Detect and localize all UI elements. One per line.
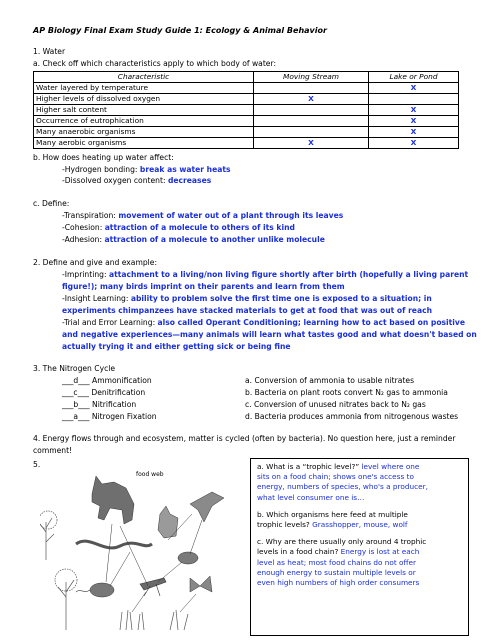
q2-imprinting-cont: figure!); many birds imprint on their parents and learn from them bbox=[62, 282, 345, 291]
answer: level as heat; most food chains do not offer bbox=[257, 557, 417, 567]
table-row bbox=[34, 127, 459, 138]
q1-heading: 1. Water bbox=[33, 47, 66, 56]
table-cell: Higher salt content bbox=[34, 105, 254, 116]
q5-a bbox=[257, 462, 462, 503]
table-row bbox=[34, 116, 459, 127]
page-title: AP Biology Final Exam Study Guide 1: Ecology & Animal Behavior bbox=[33, 26, 327, 35]
table-row bbox=[34, 83, 459, 94]
label: -Trial and Error Learning: bbox=[62, 318, 156, 327]
q1-b1 bbox=[62, 165, 231, 175]
label: -Dissolved oxygen content: bbox=[62, 176, 166, 185]
q4-line: 4. Energy flows through and ecosystem, matter is cycled (often by bacteria). No question here, just a reminder bbox=[33, 434, 456, 443]
answer: attraction of a molecule to another unlike molecule bbox=[104, 235, 325, 244]
q5-b bbox=[257, 510, 462, 530]
question: a. What is a “trophic level?” bbox=[257, 462, 360, 471]
q2-insight bbox=[62, 294, 432, 304]
table-cell: Many aerobic organisms bbox=[34, 138, 254, 149]
q3-heading: 3. The Nitrogen Cycle bbox=[33, 364, 116, 373]
deer-icon bbox=[158, 506, 178, 538]
q1-c2 bbox=[62, 223, 295, 233]
q2-trial-error bbox=[62, 318, 465, 328]
label: -Cohesion: bbox=[62, 223, 103, 232]
answer: ability to problem solve the first time one is exposed to a situation; in bbox=[130, 294, 432, 303]
grasshopper-icon bbox=[140, 578, 166, 596]
table-cell: X bbox=[369, 138, 459, 149]
q1-a-prompt: a. Check off which characteristics apply to which body of water: bbox=[33, 59, 277, 68]
tree-icon bbox=[55, 569, 77, 630]
table-cell: Many anaerobic organisms bbox=[34, 127, 254, 138]
hawk-icon bbox=[190, 492, 224, 522]
table-row bbox=[34, 94, 459, 105]
q3-right-item: b. Bacteria on plant roots convert N₂ gas to ammonia bbox=[245, 388, 448, 397]
answer: level where one bbox=[361, 462, 420, 471]
q3-right-item: d. Bacteria produces ammonia from nitrogenous wastes bbox=[245, 412, 459, 421]
answer: attraction of a molecule to others of its kind bbox=[104, 223, 295, 232]
q1-c3 bbox=[62, 235, 325, 245]
table-cell: X bbox=[369, 127, 459, 138]
q3-right-item: c. Conversion of unused nitrates back to N₂ gas bbox=[245, 400, 426, 409]
q5-number: 5. bbox=[33, 460, 41, 469]
q3-right-item: a. Conversion of ammonia to usable nitrates bbox=[245, 376, 415, 385]
table-cell bbox=[254, 83, 369, 94]
table-cell: X bbox=[254, 94, 369, 105]
answer: decreases bbox=[167, 176, 212, 185]
q2-trial-error-cont: and negative experiences—many animals will learn what tastes good and what doesn't based on bbox=[62, 330, 477, 339]
answer: attachment to a living/non living figure shortly after birth (hopefully a living parent bbox=[108, 270, 469, 279]
q3-left-item: ___c___ Denitrification bbox=[62, 388, 146, 397]
table-row bbox=[34, 105, 459, 116]
table-header: Moving Stream bbox=[254, 72, 369, 83]
table-cell bbox=[254, 105, 369, 116]
answer: also called Operant Conditioning; learning how to act based on positive bbox=[157, 318, 465, 327]
q3-left-item: ___a___ Nitrogen Fixation bbox=[62, 412, 157, 421]
answer: Energy is lost at each bbox=[340, 547, 420, 557]
answer: sits on a food chain; shows one's access to bbox=[257, 472, 414, 482]
table-header: Lake or Pond bbox=[369, 72, 459, 83]
table-row bbox=[34, 138, 459, 149]
answer: even high numbers of high order consumers bbox=[257, 578, 420, 588]
table-header: Characteristic bbox=[34, 72, 254, 83]
table-cell: Higher levels of dissolved oxygen bbox=[34, 94, 254, 105]
q1-b-prompt: b. How does heating up water affect: bbox=[33, 153, 174, 162]
question: c. Why are there usually only around 4 trophic bbox=[257, 537, 427, 547]
q2-heading: 2. Define and give and example: bbox=[33, 258, 158, 267]
q1-b2 bbox=[62, 176, 211, 186]
table-cell bbox=[369, 94, 459, 105]
answer: Grasshopper, mouse, wolf bbox=[312, 520, 408, 530]
q5-answer-box bbox=[250, 458, 469, 636]
label: -Adhesion: bbox=[62, 235, 103, 244]
label: -Imprinting: bbox=[62, 270, 107, 279]
q1-c-prompt: c. Define: bbox=[33, 199, 70, 208]
water-table bbox=[33, 71, 459, 149]
q2-trial-error-cont: actually trying it and either getting sick or being fine bbox=[62, 342, 291, 351]
q4-line: comment! bbox=[33, 446, 73, 455]
table-cell: X bbox=[369, 83, 459, 94]
table-cell bbox=[254, 127, 369, 138]
table-cell bbox=[254, 116, 369, 127]
food-web-illustration bbox=[40, 462, 242, 632]
label: -Insight Learning: bbox=[62, 294, 129, 303]
question: trophic levels? bbox=[257, 520, 310, 530]
butterfly-icon bbox=[190, 576, 212, 592]
label: -Hydrogen bonding: bbox=[62, 165, 138, 174]
mouse-icon bbox=[76, 583, 114, 597]
frog-icon bbox=[178, 552, 198, 564]
table-cell: Water layered by temperature bbox=[34, 83, 254, 94]
q5-c bbox=[257, 537, 462, 588]
table-header-row bbox=[34, 72, 459, 83]
question: b. Which organisms here feed at multiple bbox=[257, 509, 408, 519]
q3-left-item: ___b___ Nitrification bbox=[62, 400, 137, 409]
wolf-icon bbox=[92, 476, 134, 524]
question: levels in a food chain? bbox=[257, 547, 339, 557]
plant-icon bbox=[120, 610, 188, 630]
answer: enough energy to sustain multiple levels or bbox=[257, 567, 416, 577]
answer: movement of water out of a plant through its leaves bbox=[118, 211, 344, 220]
q2-imprinting bbox=[62, 270, 468, 280]
table-cell: X bbox=[369, 116, 459, 127]
food-web-label: food web bbox=[136, 471, 164, 478]
q3-left-item: ___d___ Ammonification bbox=[62, 376, 152, 385]
label: -Transpiration: bbox=[62, 211, 116, 220]
answer: energy, numbers of species, who's a producer, bbox=[257, 482, 428, 492]
answer: what level consumer one is… bbox=[257, 492, 365, 502]
table-cell: X bbox=[369, 105, 459, 116]
q1-c1 bbox=[62, 211, 343, 221]
table-cell: Occurrence of eutrophication bbox=[34, 116, 254, 127]
tree-icon bbox=[40, 511, 57, 560]
answer: break as water heats bbox=[139, 165, 231, 174]
snake-icon bbox=[76, 541, 152, 548]
table-cell: X bbox=[254, 138, 369, 149]
q2-insight-cont: experiments chimpanzees have stacked materials to get at food that was out of reach bbox=[62, 306, 432, 315]
